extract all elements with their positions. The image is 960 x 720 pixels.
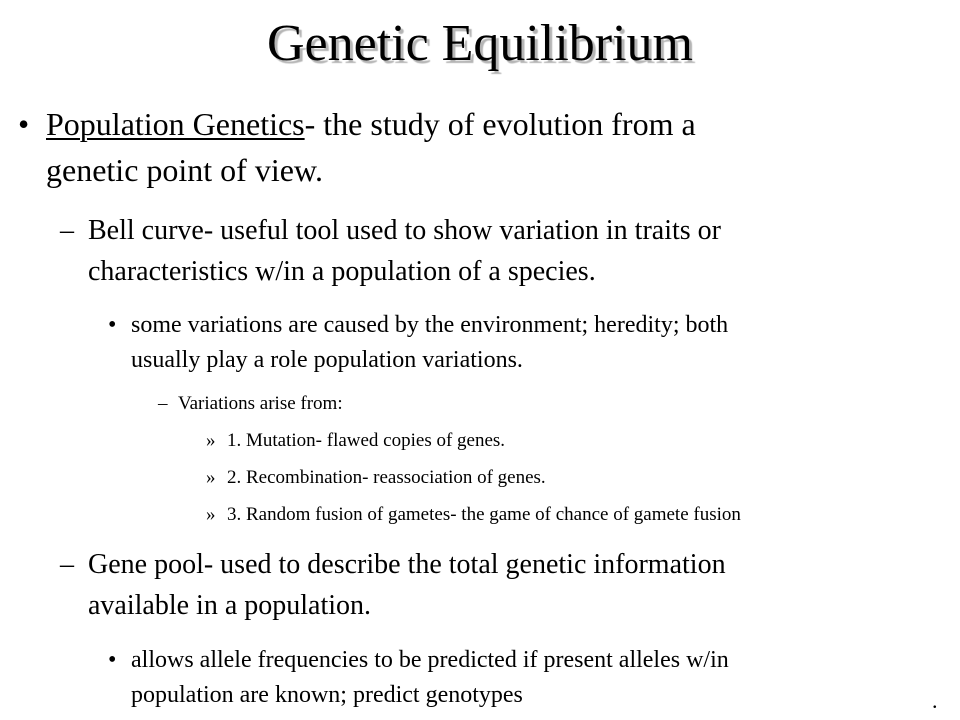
bullet-text <box>46 101 696 147</box>
variation-source-text: 1. Mutation- flawed copies of genes. <box>227 430 506 451</box>
bullet-text-cont: genetic point of view. <box>46 152 323 188</box>
slide-title: Genetic Equilibrium <box>266 15 693 72</box>
raquo-marker: » <box>206 467 216 488</box>
dash-marker: – <box>60 549 74 580</box>
variation-source-text: 3. Random fusion of gametes- the game of chance of gamete fusion <box>227 504 741 525</box>
bell-curve-line-1: Bell curve- useful tool used to show variation in traits or <box>88 215 721 246</box>
allele-frequencies-line-1: allows allele frequencies to be predicted if present alleles w/in <box>131 647 729 673</box>
environment-heredity-line-2: usually play a role population variations. <box>131 347 523 373</box>
gene-pool-line-1: Gene pool- used to describe the total genetic information <box>88 549 726 580</box>
corner-dot: . <box>932 688 938 713</box>
bullet-marker: • <box>108 312 117 338</box>
bullet-population-genetics <box>0 101 960 147</box>
bullet-marker: • <box>18 106 30 142</box>
gene-pool-line-2: available in a population. <box>88 590 372 621</box>
raquo-marker: » <box>206 504 216 525</box>
allele-frequencies-line-2: population are known; predict genotypes <box>131 682 523 708</box>
bullet-marker: • <box>108 647 117 673</box>
environment-heredity-line-1: some variations are caused by the environment; heredity; both <box>131 312 729 338</box>
bell-curve-line-2: characteristics w/in a population of a species. <box>88 256 596 287</box>
dash-marker: – <box>60 215 74 246</box>
definition-population-genetics: - the study of evolution from a <box>304 106 696 142</box>
variations-arise-text: Variations arise from: <box>178 393 343 414</box>
dash-marker: – <box>158 393 168 414</box>
term-population-genetics: Population Genetics <box>46 106 305 142</box>
variation-source-text: 2. Recombination- reassociation of genes. <box>227 467 546 488</box>
raquo-marker: » <box>206 430 216 451</box>
